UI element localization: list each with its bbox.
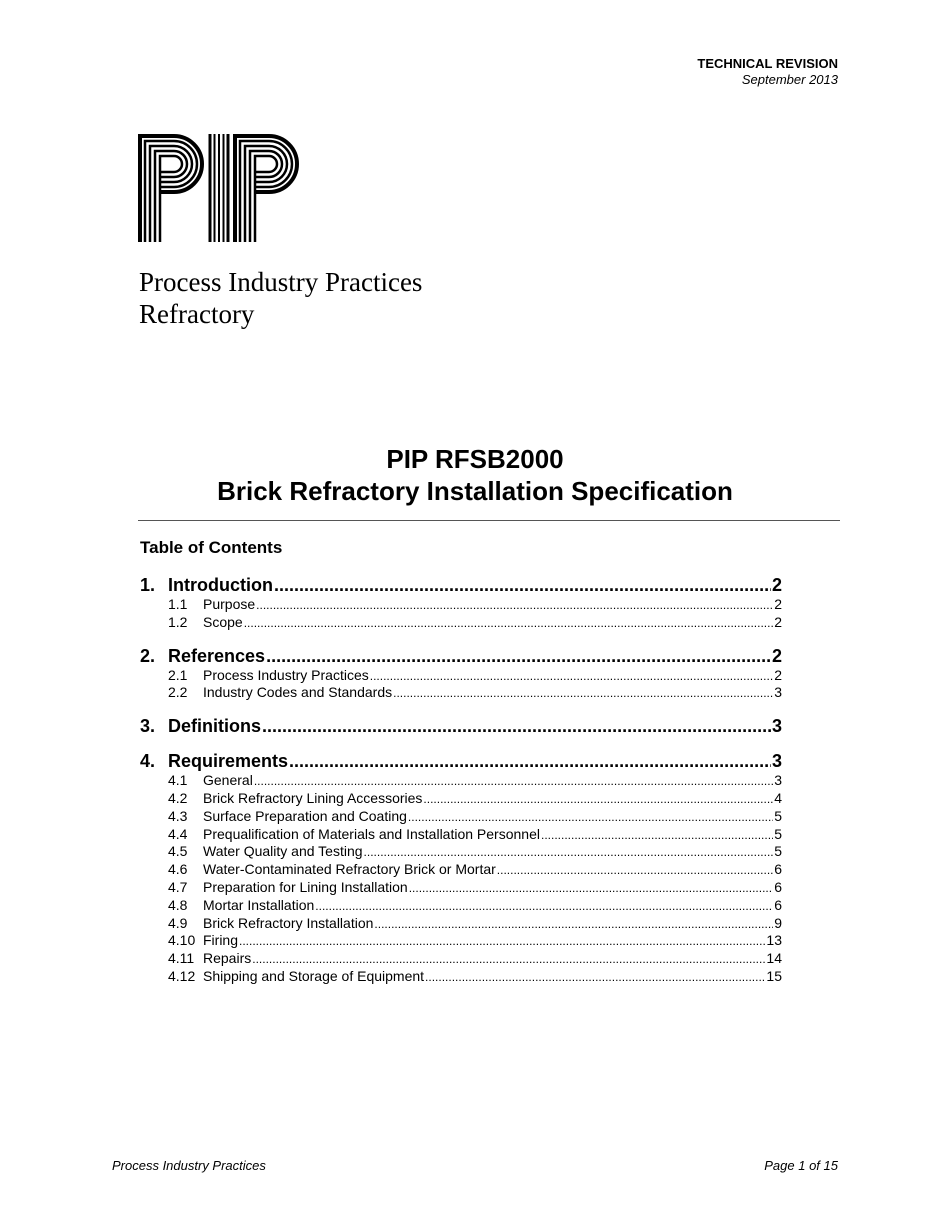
- dot-leader: [262, 715, 771, 737]
- toc-number: 4.6: [168, 861, 188, 878]
- dot-leader: [541, 826, 773, 844]
- toc-section[interactable]: [140, 750, 782, 772]
- toc-title[interactable]: Water Quality and Testing: [203, 843, 363, 860]
- toc-subsection[interactable]: [140, 968, 782, 986]
- dot-leader: [254, 772, 773, 790]
- toc-page: 2: [771, 575, 782, 595]
- toc-title[interactable]: Surface Preparation and Coating: [203, 807, 407, 824]
- toc-number: 1.1: [168, 596, 188, 612]
- page-number: Page 1 of 15: [764, 1158, 838, 1173]
- dot-leader: [393, 684, 773, 702]
- dot-leader: [423, 790, 773, 808]
- dot-leader: [425, 968, 765, 986]
- toc-section[interactable]: [140, 715, 782, 737]
- toc-number: 4.9: [168, 914, 188, 931]
- dot-leader: [408, 808, 773, 826]
- toc-title[interactable]: Prequalification of Materials and Installation Personnel: [203, 825, 540, 842]
- toc-subsection[interactable]: [140, 772, 782, 790]
- toc-number: 3.: [140, 716, 156, 737]
- toc-subsection[interactable]: [140, 861, 782, 879]
- toc-number: 1.2: [168, 613, 188, 630]
- dot-leader: [266, 645, 771, 667]
- toc-subsection[interactable]: [140, 684, 782, 702]
- document-name: Brick Refractory Installation Specification: [217, 476, 733, 506]
- toc-number: 4.8: [168, 896, 188, 913]
- document-code: PIP RFSB2000: [386, 444, 564, 474]
- toc-page: 3: [771, 751, 782, 772]
- toc-subsection[interactable]: [140, 790, 782, 808]
- toc-number: 4.10: [168, 932, 196, 949]
- revision-date: September 2013: [741, 72, 838, 87]
- spacer: [140, 737, 782, 750]
- toc-title[interactable]: Firing: [203, 932, 239, 949]
- dot-leader: [274, 574, 771, 596]
- toc-page: 6: [774, 896, 782, 913]
- toc-number: 4.12: [168, 967, 196, 984]
- dot-leader: [370, 667, 773, 685]
- document-title: [0, 443, 950, 507]
- org-line1: Process Industry Practices: [139, 267, 423, 297]
- toc-title[interactable]: Mortar Installation: [203, 896, 315, 913]
- toc-page: 5: [774, 807, 782, 824]
- dot-leader: [374, 915, 773, 933]
- organization-name: [139, 266, 422, 330]
- toc-heading: Table of Contents: [140, 538, 283, 557]
- toc-page: 5: [774, 843, 782, 860]
- dot-leader: [315, 897, 773, 915]
- dot-leader: [244, 614, 774, 632]
- org-line2: Refractory: [139, 299, 255, 329]
- toc-number: 4.3: [168, 807, 188, 824]
- toc-page: 9: [774, 914, 782, 931]
- toc-title[interactable]: Shipping and Storage of Equipment: [203, 967, 425, 984]
- toc-page: 2: [771, 645, 782, 666]
- toc-title[interactable]: General: [203, 772, 253, 789]
- toc-number: 1.: [140, 575, 156, 595]
- dot-leader: [409, 879, 774, 897]
- toc-section[interactable]: [140, 574, 782, 596]
- toc-title[interactable]: Purpose: [203, 596, 256, 612]
- toc-subsection[interactable]: [140, 667, 782, 685]
- toc-page: 15: [766, 967, 782, 984]
- revision-header: [697, 56, 838, 88]
- toc-title[interactable]: Requirements: [168, 751, 289, 772]
- footer-org: Process Industry Practices: [112, 1158, 266, 1173]
- dot-leader: [364, 843, 774, 861]
- toc-page: 4: [774, 789, 782, 806]
- toc-subsection[interactable]: [140, 897, 782, 915]
- toc-title[interactable]: Preparation for Lining Installation: [203, 878, 408, 895]
- toc-page: 13: [766, 932, 782, 949]
- toc-subsection[interactable]: [140, 614, 782, 632]
- divider: [138, 520, 840, 521]
- toc-subsection[interactable]: [140, 950, 782, 968]
- toc-page: 2: [774, 613, 782, 630]
- toc-subsection[interactable]: [140, 879, 782, 897]
- toc-number: 2.2: [168, 684, 188, 701]
- spacer: [140, 632, 782, 645]
- toc-subsection[interactable]: [140, 826, 782, 844]
- toc-title[interactable]: Repairs: [203, 950, 252, 967]
- toc-number: 2.: [140, 645, 156, 666]
- table-of-contents: [140, 574, 782, 986]
- toc-number: 4.1: [168, 772, 188, 789]
- dot-leader: [497, 861, 773, 879]
- toc-number: 4.5: [168, 843, 188, 860]
- dot-leader: [239, 932, 765, 950]
- toc-page: 2: [774, 666, 782, 683]
- pip-logo: [138, 134, 303, 244]
- toc-number: 4.2: [168, 789, 188, 806]
- toc-title[interactable]: Brick Refractory Lining Accessories: [203, 789, 423, 806]
- toc-title[interactable]: References: [168, 645, 266, 666]
- toc-title[interactable]: Process Industry Practices: [203, 666, 369, 683]
- toc-subsection[interactable]: [140, 915, 782, 933]
- toc-page: 6: [774, 878, 782, 895]
- toc-title[interactable]: Introduction: [168, 575, 273, 595]
- toc-title[interactable]: Definitions: [168, 716, 261, 737]
- toc-subsection[interactable]: [140, 932, 782, 950]
- toc-title[interactable]: Water-Contaminated Refractory Brick or Mortar: [203, 861, 496, 878]
- spacer: [140, 702, 782, 715]
- toc-number: 4.11: [168, 950, 195, 967]
- toc-page: 5: [774, 825, 782, 842]
- revision-label: TECHNICAL REVISION: [697, 56, 838, 71]
- dot-leader: [252, 950, 765, 968]
- toc-page: 2: [774, 596, 782, 612]
- toc-title[interactable]: Scope: [203, 613, 243, 630]
- toc-number: 4.: [140, 751, 156, 772]
- dot-leader: [256, 596, 773, 614]
- dot-leader: [289, 750, 771, 772]
- toc-page: 14: [766, 950, 782, 967]
- toc-title[interactable]: Brick Refractory Installation: [203, 914, 374, 931]
- toc-number: 4.4: [168, 825, 188, 842]
- toc-page: 3: [774, 684, 782, 701]
- toc-number: 2.1: [168, 666, 188, 683]
- toc-section[interactable]: [140, 645, 782, 667]
- toc-page: 3: [774, 772, 782, 789]
- toc-subsection[interactable]: [140, 596, 782, 614]
- toc-title[interactable]: Industry Codes and Standards: [203, 684, 393, 701]
- toc-number: 4.7: [168, 878, 188, 895]
- toc-subsection[interactable]: [140, 843, 782, 861]
- toc-page: 6: [774, 861, 782, 878]
- toc-page: 3: [771, 716, 782, 737]
- toc-subsection[interactable]: [140, 808, 782, 826]
